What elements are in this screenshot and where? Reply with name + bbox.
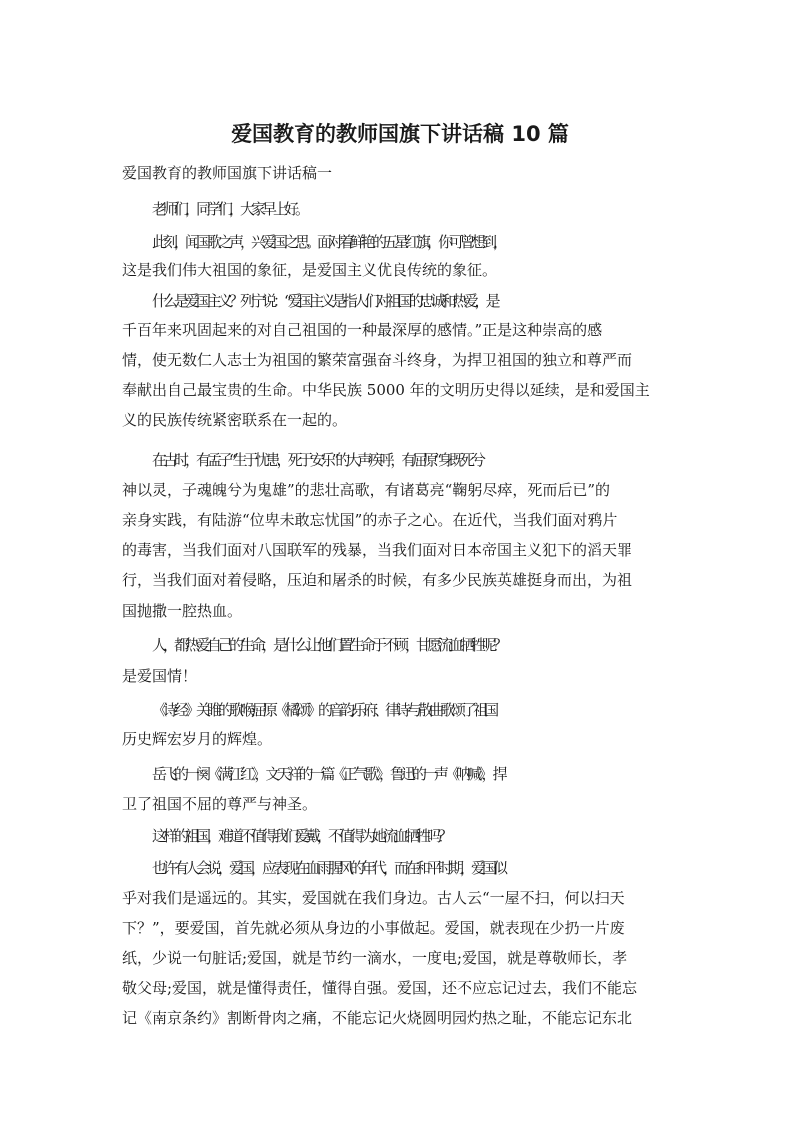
body-line: 卫了祖国不屈的尊严与神圣。 (122, 795, 318, 813)
body-line: 神以灵，子魂魄兮为鬼雄”的悲壮高歌，有诸葛亮“鞠躬尽瘁，死而后已”的 (122, 481, 611, 499)
document-title: 爱国教育的教师国旗下讲话稿 10 篇 (231, 122, 569, 146)
body-line: 记《南京条约》割断骨肉之痛，不能忘记火烧圆明园灼热之耻，不能忘记东北 (122, 1009, 633, 1027)
body-line: 也许有人会说，爱国，应表现在血雨腥风的年代，而在和平时期，爱国似 (152, 859, 505, 877)
body-line: 敬父母;爱国，就是懂得责任，懂得自强。爱国，还不应忘记过去，我们不能忘 (122, 979, 638, 997)
body-line: 千百年来巩固起来的对自己祖国的一种最深厚的感情。”正是这种崇高的感 (122, 321, 603, 339)
body-line: 乎对我们是遥远的。其实，爱国就在我们身边。古人云“一屋不扫，何以扫天 (122, 889, 625, 907)
body-line: 义的民族传统紧密联系在一起的。 (122, 411, 348, 429)
body-line: 行，当我们面对着侵略，压迫和屠杀的时候，有多少民族英雄挺身而出，为祖 (122, 571, 633, 589)
body-line: 这样的祖国，难道不值得我们爱戴，不值得为她流血牺牲吗？ (152, 827, 450, 845)
body-line: 奉献出自己最宝贵的生命。中华民族 5000 年的文明历史得以延续，是和爱国主 (122, 381, 650, 399)
body-line: 人，都热爱自己的生命，是什么让他们置生命于不顾，甘愿流血牺牲呢？ (152, 636, 505, 654)
body-line: 什么是爱国主义？列宁说：“爱国主义是指人们对祖国的忠诚和热爱，是 (152, 292, 497, 310)
body-line: 岳飞的一阕《满江红》，文天祥的一篇《正气歌》，鲁迅的一声《呐喊》，捍 (152, 765, 504, 783)
speech-heading: 爱国教育的教师国旗下讲话稿一 (122, 164, 333, 182)
body-line: 下？”，要爱国，首先就必须从身边的小事做起。爱国，就表现在少扔一片废 (122, 919, 625, 937)
body-line: 《诗经》关睢的歌喉;屈原《橘颂》的音韵;乐府、律诗与散曲歌颂了祖国 (152, 701, 496, 719)
body-line: 情，使无数仁人志士为祖国的繁荣富强奋斗终身，为捍卫祖国的独立和尊严而 (122, 351, 633, 369)
body-line: 亲身实践，有陆游“位卑未敢忘忧国”的赤子之心。在近代，当我们面对鸦片 (122, 511, 618, 529)
body-line: 的毒害，当我们面对八国联军的残暴，当我们面对日本帝国主义犯下的滔天罪 (122, 541, 633, 559)
body-line: 国抛撒一腔热血。 (122, 602, 243, 620)
body-line: 此刻，闻国歌之声，兴爱国之思。面对着鲜艳的五星红旗，你可曾想到， (152, 233, 505, 251)
body-line: 是爱国情！ (122, 667, 198, 685)
body-line: 老师们，同学们，大家早上好。 (152, 200, 307, 218)
body-line: 历史辉宏岁月的辉煌。 (122, 730, 273, 748)
body-line: 纸，少说一句脏话;爱国，就是节约一滴水，一度电;爱国，就是尊敬师长，孝 (122, 949, 628, 967)
body-line: 在古时，有孟子“生于忧患，死于安乐”的大声疾呼，有屈原“身既死兮 (152, 451, 483, 469)
body-line: 这是我们伟大祖国的象征，是爱国主义优良传统的象征。 (122, 261, 498, 279)
